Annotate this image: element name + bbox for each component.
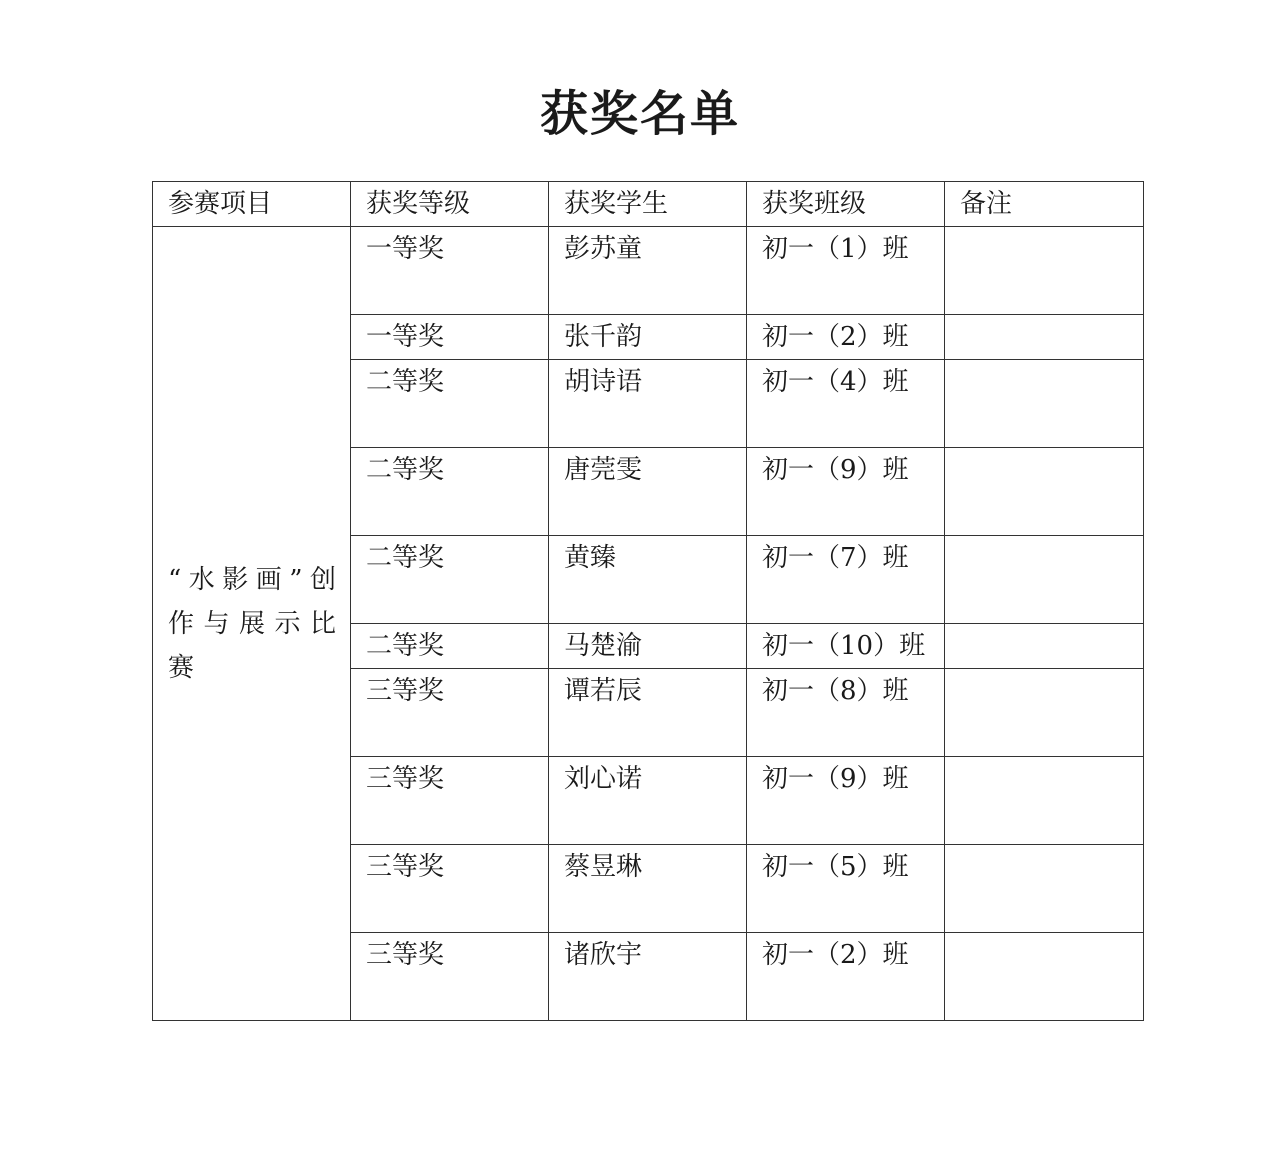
note-cell — [945, 624, 1144, 669]
award-level-cell: 一等奖 — [351, 315, 549, 360]
awards-table — [152, 181, 1144, 1021]
page-title: 获奖名单 — [539, 86, 740, 142]
note-cell — [945, 933, 1144, 1021]
student-name-cell: 诸欣宇 — [549, 933, 747, 1021]
student-name-cell: 彭苏童 — [549, 227, 747, 315]
award-level-cell: 三等奖 — [351, 669, 549, 757]
class-cell: 初一（8）班 — [747, 669, 945, 757]
award-level-cell: 二等奖 — [351, 536, 549, 624]
award-level-cell: 二等奖 — [351, 448, 549, 536]
note-cell — [945, 315, 1144, 360]
class-cell: 初一（10）班 — [747, 624, 945, 669]
note-cell — [945, 669, 1144, 757]
header-note: 备注 — [945, 182, 1144, 227]
student-name-cell: 唐莞雯 — [549, 448, 747, 536]
student-name-cell: 刘心诺 — [549, 757, 747, 845]
student-name-cell: 蔡昱琳 — [549, 845, 747, 933]
class-cell: 初一（2）班 — [747, 933, 945, 1021]
header-level: 获奖等级 — [351, 182, 549, 227]
student-name-cell: 张千韵 — [549, 315, 747, 360]
class-cell: 初一（1）班 — [747, 227, 945, 315]
award-level-cell: 三等奖 — [351, 845, 549, 933]
note-cell — [945, 227, 1144, 315]
table-header-row — [153, 182, 1144, 227]
student-name-cell: 胡诗语 — [549, 360, 747, 448]
header-class: 获奖班级 — [747, 182, 945, 227]
note-cell — [945, 845, 1144, 933]
table-row — [153, 227, 1144, 315]
student-name-cell: 黄臻 — [549, 536, 747, 624]
note-cell — [945, 360, 1144, 448]
note-cell — [945, 448, 1144, 536]
class-cell: 初一（9）班 — [747, 448, 945, 536]
award-level-cell: 三等奖 — [351, 933, 549, 1021]
note-cell — [945, 757, 1144, 845]
header-student: 获奖学生 — [549, 182, 747, 227]
note-cell — [945, 536, 1144, 624]
class-cell: 初一（9）班 — [747, 757, 945, 845]
class-cell: 初一（5）班 — [747, 845, 945, 933]
student-name-cell: 马楚渝 — [549, 624, 747, 669]
award-level-cell: 二等奖 — [351, 624, 549, 669]
award-level-cell: 一等奖 — [351, 227, 549, 315]
class-cell: 初一（2）班 — [747, 315, 945, 360]
class-cell: 初一（4）班 — [747, 360, 945, 448]
award-level-cell: 二等奖 — [351, 360, 549, 448]
award-level-cell: 三等奖 — [351, 757, 549, 845]
header-event: 参赛项目 — [153, 182, 351, 227]
event-name-cell: “水影画”创作与展示比赛 — [153, 227, 351, 1021]
class-cell: 初一（7）班 — [747, 536, 945, 624]
student-name-cell: 谭若辰 — [549, 669, 747, 757]
